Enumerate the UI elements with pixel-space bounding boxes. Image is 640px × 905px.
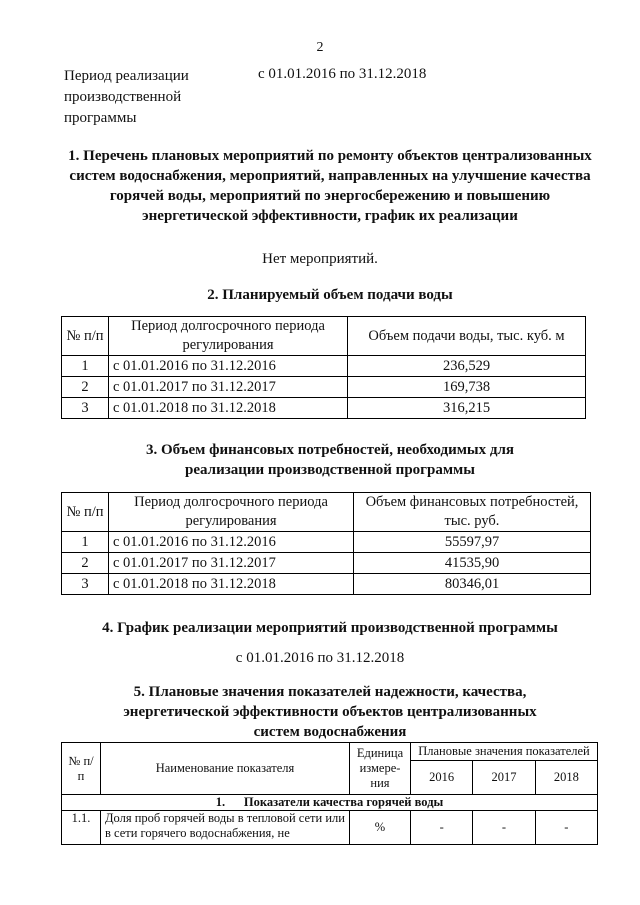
- section4-period: с 01.01.2016 по 31.12.2018: [235, 650, 405, 666]
- table-row: [62, 811, 598, 845]
- row-period: с 01.01.2018 по 31.12.2018: [109, 574, 354, 595]
- row-value: 236,529: [348, 356, 586, 377]
- header-num: № п/п: [62, 317, 109, 356]
- table-row: [62, 574, 591, 595]
- row-period: с 01.01.2017 по 31.12.2017: [109, 377, 348, 398]
- row-value: 80346,01: [354, 574, 591, 595]
- row-num: 1: [62, 532, 109, 553]
- financial-needs-table: [61, 492, 591, 595]
- header-year: 2017: [473, 761, 535, 795]
- row-value: 41535,90: [354, 553, 591, 574]
- page-number: 2: [316, 40, 324, 55]
- row-value: -: [535, 811, 597, 845]
- section4-title: 4. График реализации мероприятий производственной программы: [102, 620, 558, 636]
- header-year: 2016: [411, 761, 473, 795]
- supply-volume-table: [61, 316, 586, 419]
- row-period: с 01.01.2017 по 31.12.2017: [109, 553, 354, 574]
- section5-title: 5. Плановые значения показателей надежности, качества, энергетической эффективности объектов централизованных систем водоснабжения: [123, 684, 537, 740]
- row-num: 2: [62, 553, 109, 574]
- period-label: Период реализации производственной программы: [64, 68, 189, 126]
- header-unit: Единица измере-ния: [350, 743, 411, 795]
- row-num: 1.1.: [62, 811, 101, 845]
- subsection-title: 1. Показатели качества горячей воды: [62, 795, 598, 811]
- header-num: № п/п: [62, 493, 109, 532]
- row-value: 169,738: [348, 377, 586, 398]
- row-value: -: [473, 811, 535, 845]
- row-period: с 01.01.2016 по 31.12.2016: [109, 356, 348, 377]
- header-period: Период долгосрочного периода регулирования: [109, 493, 354, 532]
- row-unit: %: [350, 811, 411, 845]
- header-finance: Объем финансовых потребностей, тыс. руб.: [354, 493, 591, 532]
- row-num: 3: [62, 574, 109, 595]
- header-name: Наименование показателя: [101, 743, 350, 795]
- row-value: -: [411, 811, 473, 845]
- section2-title: 2. Планируемый объем подачи воды: [207, 287, 453, 303]
- row-value: 55597,97: [354, 532, 591, 553]
- table-row: [62, 398, 586, 419]
- section1-note: Нет мероприятий.: [262, 251, 378, 267]
- table-row: [62, 356, 586, 377]
- table-row: [62, 377, 586, 398]
- row-period: с 01.01.2016 по 31.12.2016: [109, 532, 354, 553]
- table-row: [62, 532, 591, 553]
- header-volume: Объем подачи воды, тыс. куб. м: [348, 317, 586, 356]
- header-num: № п/п: [62, 743, 101, 795]
- header-period: Период долгосрочного периода регулирования: [109, 317, 348, 356]
- row-value: 316,215: [348, 398, 586, 419]
- row-num: 3: [62, 398, 109, 419]
- indicators-table: [61, 742, 598, 845]
- section1-title: 1. Перечень плановых мероприятий по ремонту объектов централизованных систем водоснабжения, мероприятий, направленных на улучшение качества горячей воды, мероприятий по энергосбережению и повышению энергетической эффективности, график их реализации: [68, 148, 592, 224]
- header-plan: Плановые значения показателей: [411, 743, 598, 761]
- row-name: Доля проб горячей воды в тепловой сети или в сети горячего водоснабжения, не: [101, 811, 350, 845]
- period-value: с 01.01.2016 по 31.12.2018: [258, 66, 427, 82]
- header-year: 2018: [535, 761, 597, 795]
- section3-title: 3. Объем финансовых потребностей, необходимых для реализации производственной программы: [145, 442, 515, 478]
- row-num: 1: [62, 356, 109, 377]
- table-row: [62, 553, 591, 574]
- row-num: 2: [62, 377, 109, 398]
- row-period: с 01.01.2018 по 31.12.2018: [109, 398, 348, 419]
